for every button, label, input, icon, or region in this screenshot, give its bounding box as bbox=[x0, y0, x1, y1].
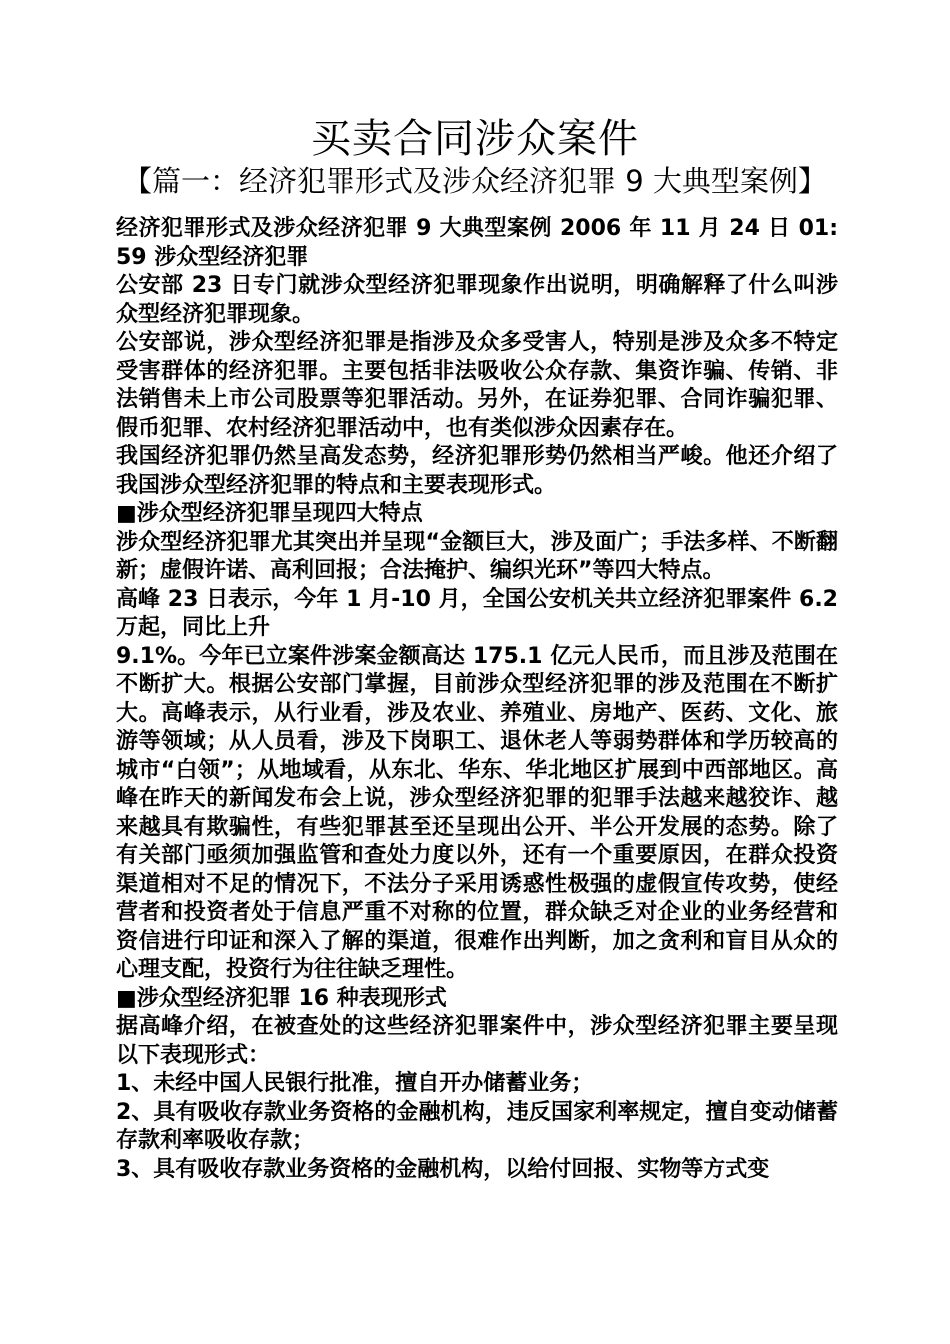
list-item: 1、未经中国人民银行批准，擅自开办储蓄业务； bbox=[116, 1071, 594, 1096]
list-item: 3、具有吸收存款业务资格的金融机构，以给付回报、实物等方式变 bbox=[116, 1156, 770, 1182]
section-heading: ■涉众型经济犯罪 16 种表现形式 bbox=[116, 985, 447, 1011]
paragraph: 高峰 23 日表示，今年 1 月-10 月，全国公安机关共立经济犯罪案件 6.2 万起，同比上升 bbox=[116, 586, 838, 640]
document-title: 买卖合同涉众案件 bbox=[311, 116, 639, 162]
paragraph: 公安部 23 日专门就涉众型经济犯罪现象作出说明，明确解释了什么叫涉众型经济犯罪现象。 bbox=[116, 273, 838, 327]
list-item: 2、具有吸收存款业务资格的金融机构，违反国家利率规定，擅自变动储蓄存款利率吸收存款； bbox=[116, 1099, 838, 1153]
document-subtitle: 【篇一：经济犯罪形式及涉众经济犯罪 9 大典型案例】 bbox=[123, 164, 827, 198]
document-body bbox=[116, 215, 838, 1184]
paragraph: 经济犯罪形式及涉众经济犯罪 9 大典型案例 2006 年 11 月 24 日 01:59 涉众型经济犯罪 bbox=[116, 216, 838, 270]
section-heading: ■涉众型经济犯罪呈现四大特点 bbox=[116, 501, 423, 526]
paragraph: 我国经济犯罪仍然呈高发态势，经济犯罪形势仍然相当严峻。他还介绍了我国涉众型经济犯罪的特点和主要表现形式。 bbox=[116, 444, 838, 498]
paragraph: 公安部说，涉众型经济犯罪是指涉及众多受害人，特别是涉及众多不特定受害群体的经济犯罪。主要包括非法吸收公众存款、集资诈骗、传销、非法销售未上市公司股票等犯罪活动。另外，在证券犯罪、合同诈骗犯罪、假币犯罪、农村经济犯罪活动中，也有类似涉众因素存在。 bbox=[116, 330, 838, 441]
paragraph: 据高峰介绍，在被查处的这些经济犯罪案件中，涉众型经济犯罪主要呈现以下表现形式： bbox=[116, 1014, 838, 1068]
paragraph: 9.1%。今年已立案件涉案金额高达 175.1 亿元人民币，而且涉及范围在不断扩大。根据公安部门掌握，目前涉众型经济犯罪的涉及范围在不断扩大。高峰表示，从行业看，涉及农业、养殖业、房地产、医药、文化、旅游等领域；从人员看，涉及下岗职工、退休老人等弱势群体和学历较高的城市“白领”；从地域看，从东北、华东、华北地区扩展到中西部地区。高峰在昨天的新闻发布会上说，涉众型经济犯罪的犯罪手法越来越狡诈、越来越具有欺骗性，有些犯罪甚至还呈现出公开、半公开发展的态势。除了有关部门亟须加强监管和查处力度以外，还有一个重要原因，在群众投资渠道相对不足的情况下，不法分子采用诱惑性极强的虚假宣传攻势，使经营者和投资者处于信息严重不对称的位置，群众缺乏对企业的业务经营和资信进行印证和深入了解的渠道，很难作出判断，加之贪利和盲目从众的心理支配，投资行为往往缺乏理性。 bbox=[116, 643, 838, 982]
paragraph: 涉众型经济犯罪尤其突出并呈现“金额巨大，涉及面广；手法多样、不断翻新；虚假许诺、高利回报；合法掩护、编织光环”等四大特点。 bbox=[116, 529, 838, 583]
